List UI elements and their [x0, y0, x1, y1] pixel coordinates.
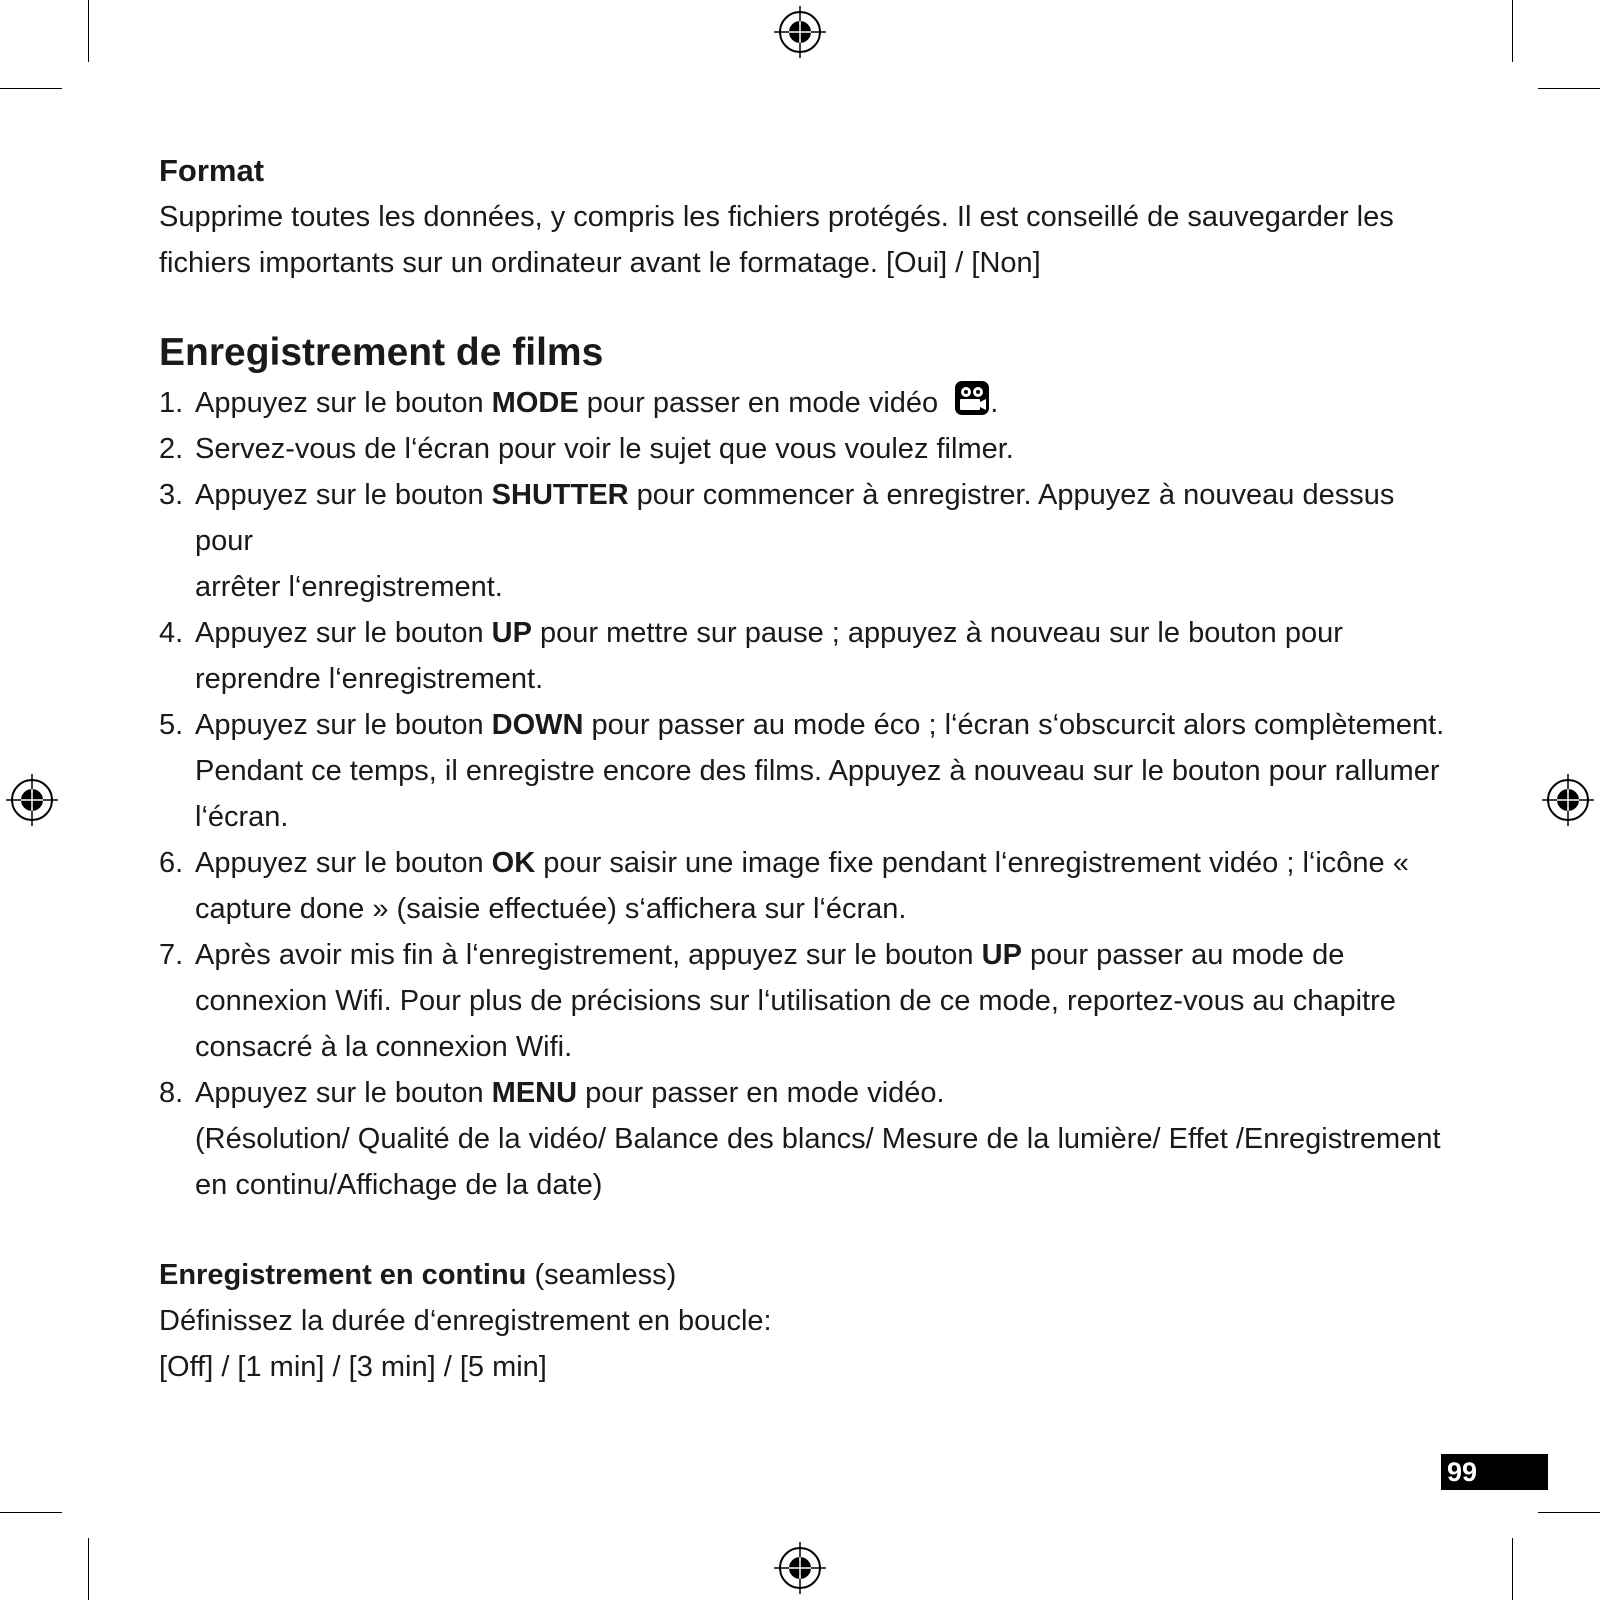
- list-item: 6. Appuyez sur le bouton OK pour saisir une image fixe pendant l‘enregistrement vidéo ; l‘icône « capture done » (saisie effectuée) s‘affichera sur l‘écran.: [159, 847, 1409, 925]
- registration-mark-icon: [772, 1540, 828, 1596]
- page-number: 99: [1441, 1454, 1548, 1490]
- format-heading: Format: [159, 153, 265, 188]
- list-item: 5. Appuyez sur le bouton DOWN pour passer au mode éco ; l‘écran s‘obscurcit alors complètement. Pendant ce temps, il enregistre encore des films. Appuyez à nouveau sur le bouton pour rallumer l‘écran.: [159, 709, 1445, 833]
- button-name: SHUTTER: [491, 479, 629, 511]
- button-name: DOWN: [491, 709, 584, 741]
- registration-mark-icon: [4, 772, 60, 828]
- list-item: 3. Appuyez sur le bouton SHUTTER pour commencer à enregistrer. Appuyez à nouveau dessus pour arrêter l‘enregistrement.: [159, 479, 1395, 603]
- crop-mark: [88, 1538, 89, 1600]
- registration-mark-icon: [772, 4, 828, 60]
- format-text-line-2: fichiers importants sur un ordinateur avant le formatage. [Oui] / [Non]: [159, 247, 1041, 279]
- button-name: UP: [981, 939, 1022, 971]
- list-item: 2. Servez-vous de l‘écran pour voir le sujet que vous voulez filmer.: [159, 433, 1014, 465]
- crop-mark: [1512, 1538, 1513, 1600]
- button-name: MENU: [491, 1077, 578, 1109]
- crop-mark: [0, 1512, 62, 1513]
- films-steps-list: [159, 380, 1459, 1208]
- button-name: MODE: [491, 387, 579, 419]
- registration-mark-icon: [1540, 772, 1596, 828]
- button-name: OK: [491, 847, 536, 879]
- list-item: 7. Après avoir mis fin à l‘enregistrement, appuyez sur le bouton UP pour passer au mode de connexion Wifi. Pour plus de précisions sur l‘utilisation de ce mode, reportez-vous au chapitre consacré à la connexion Wifi.: [159, 939, 1396, 1063]
- seamless-options: [Off] / [1 min] / [3 min] / [5 min]: [159, 1351, 547, 1383]
- crop-mark: [0, 88, 62, 89]
- crop-mark: [1538, 1512, 1600, 1513]
- crop-mark: [1512, 0, 1513, 62]
- page-content: [159, 148, 1459, 1390]
- list-item: 8. Appuyez sur le bouton MENU pour passer en mode vidéo. (Résolution/ Qualité de la vidéo/ Balance des blancs/ Mesure de la lumière/ Effet /Enregistrement en continu/Affichage de la date): [159, 1077, 1441, 1201]
- format-text-line-1: Supprime toutes les données, y compris les fichiers protégés. Il est conseillé de sauvegarder les: [159, 201, 1394, 233]
- seamless-text-line-1: Définissez la durée d‘enregistrement en boucle:: [159, 1305, 772, 1337]
- video-camera-icon: [954, 380, 990, 416]
- list-item: 4. Appuyez sur le bouton UP pour mettre sur pause ; appuyez à nouveau sur le bouton pour reprendre l‘enregistrement.: [159, 617, 1343, 695]
- crop-mark: [1538, 88, 1600, 89]
- seamless-heading: Enregistrement en continu (seamless): [159, 1259, 677, 1291]
- crop-mark: [88, 0, 89, 62]
- list-item: 1. Appuyez sur le bouton MODE pour passer en mode vidéo .: [159, 380, 1459, 426]
- button-name: UP: [491, 617, 532, 649]
- films-heading: Enregistrement de films: [159, 331, 604, 374]
